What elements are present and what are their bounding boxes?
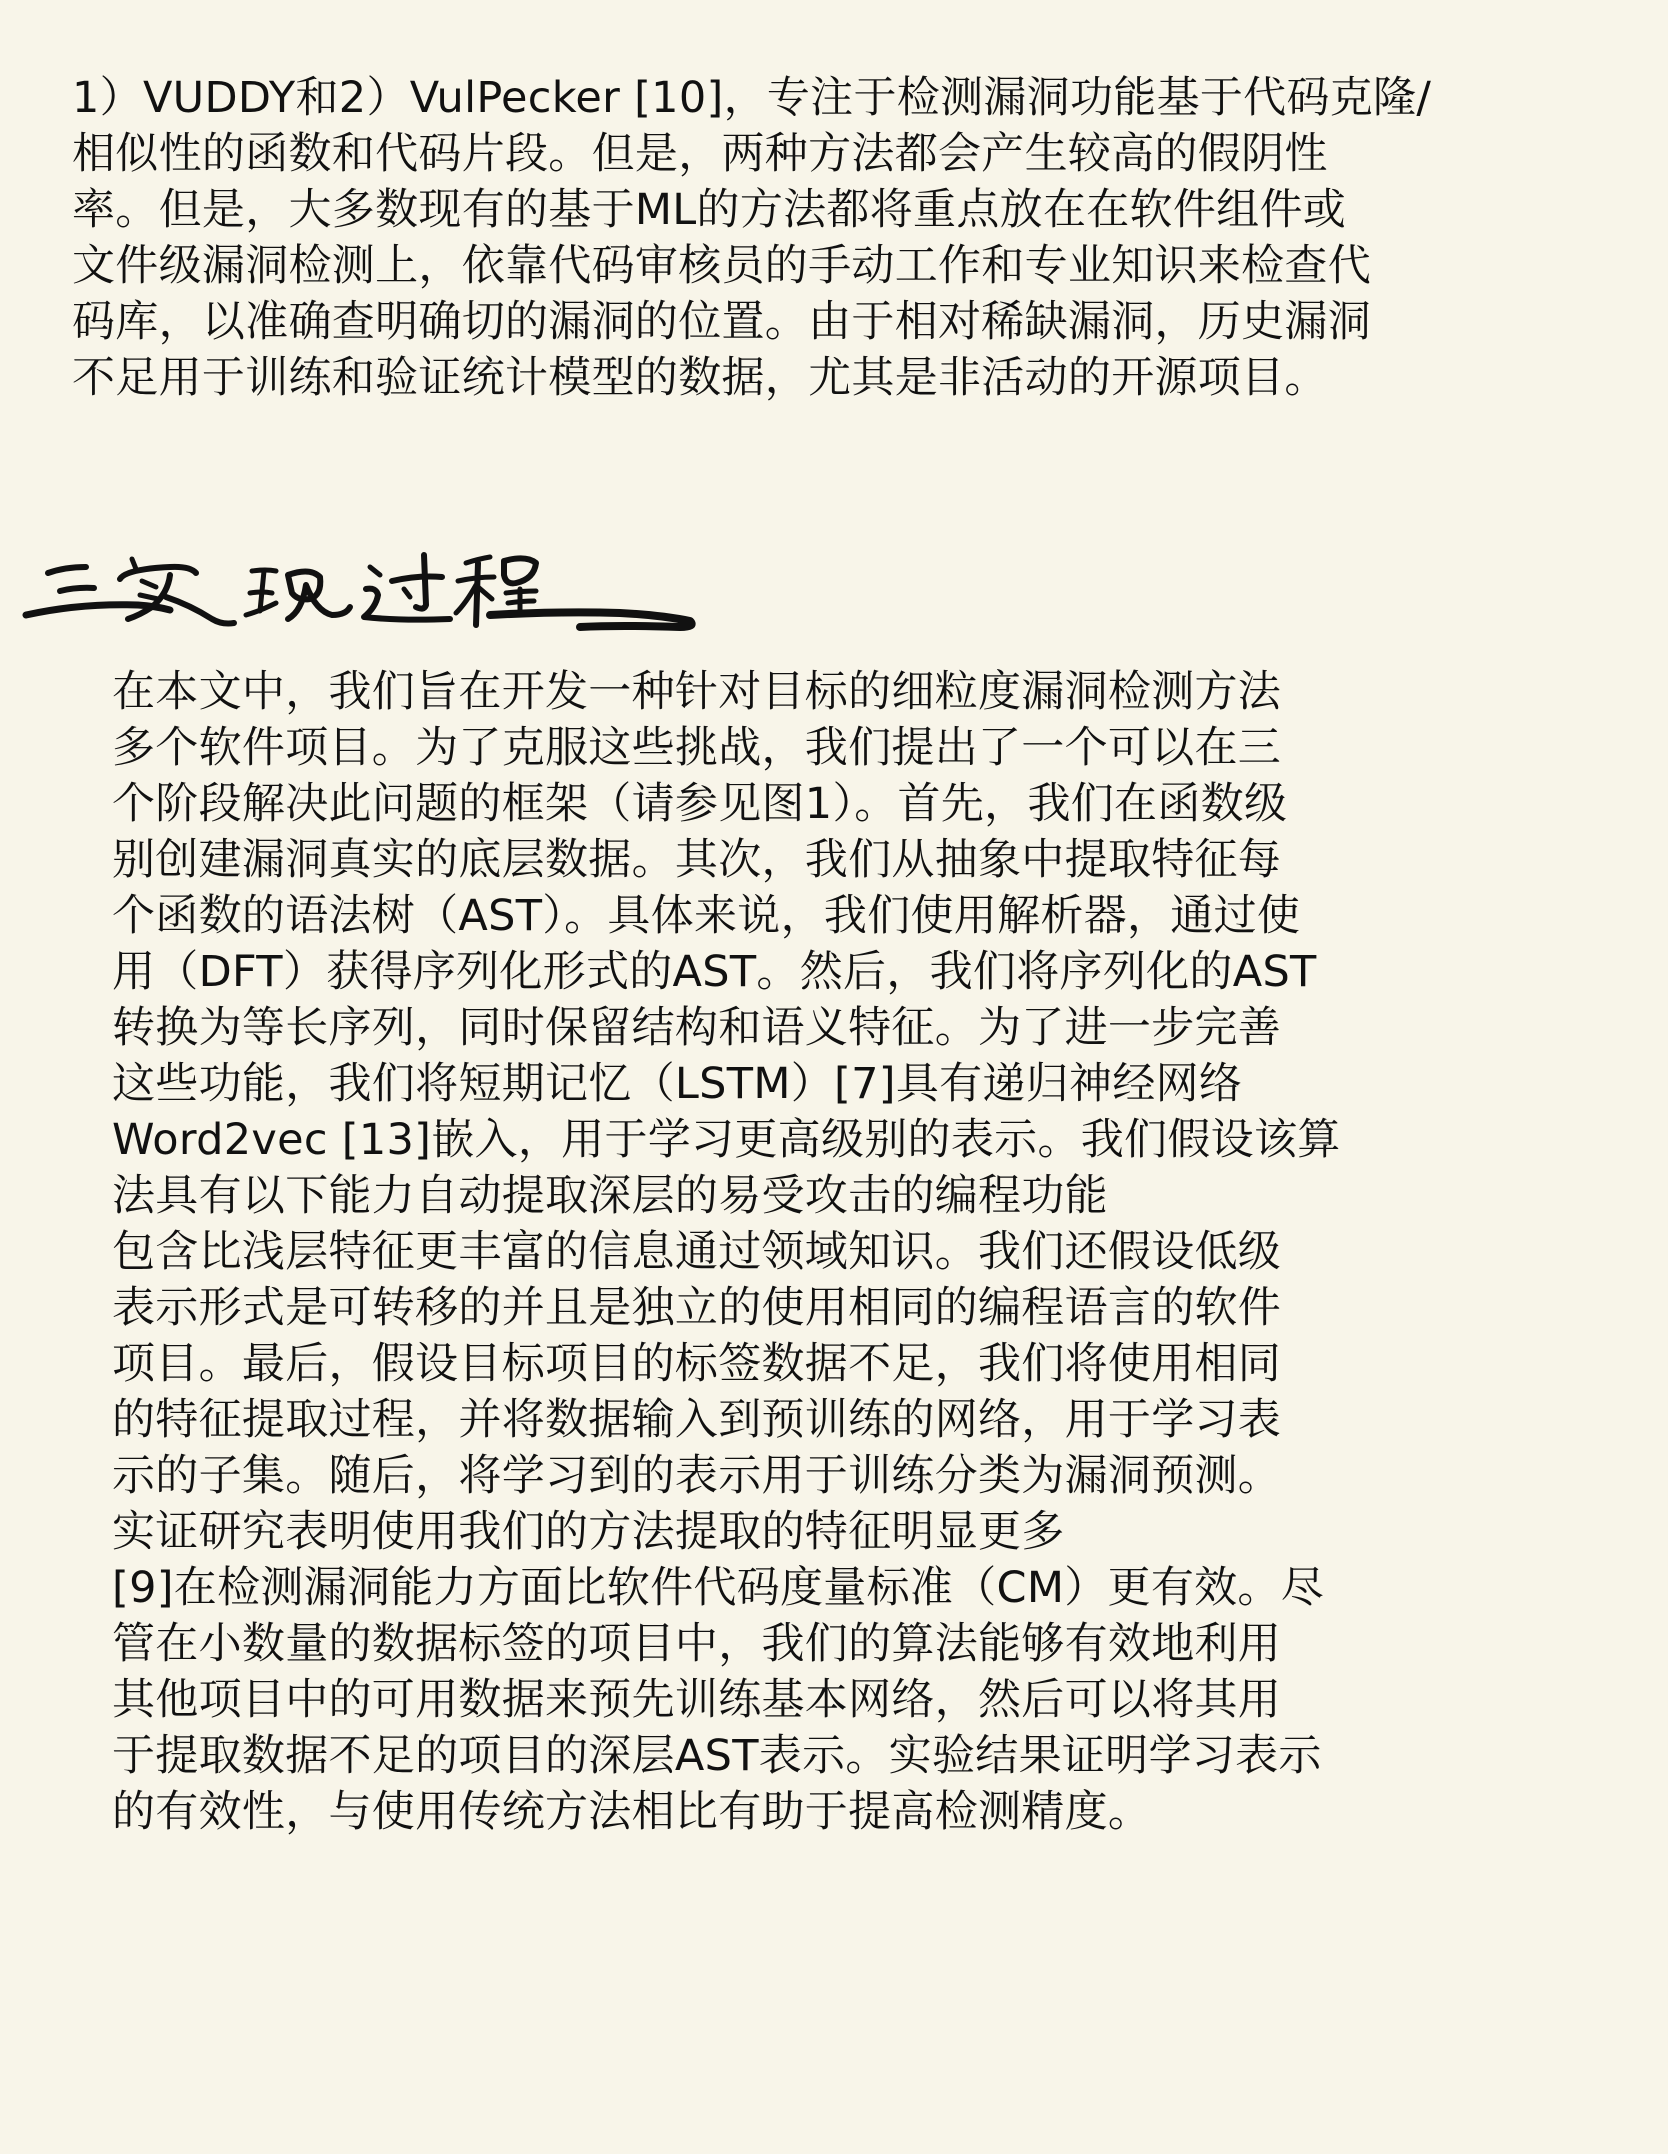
body-line: Word2vec [13]嵌入，用于学习更高级别的表示。我们假设该算 (112, 1115, 1341, 1165)
body-paragraph (112, 664, 1341, 1840)
body-line: 个函数的语法树（AST）。具体来说，我们使用解析器，通过使 (112, 891, 1301, 941)
intro-paragraph (72, 70, 1431, 406)
intro-line: 相似性的函数和代码片段。但是，两种方法都会产生较高的假阴性 (72, 129, 1328, 179)
body-line: 的特征提取过程，并将数据输入到预训练的网络，用于学习表 (112, 1395, 1282, 1445)
body-line: 别创建漏洞真实的底层数据。其次，我们从抽象中提取特征每 (112, 835, 1282, 885)
body-line: 包含比浅层特征更丰富的信息通过领域知识。我们还假设低级 (112, 1227, 1282, 1277)
body-line: 管在小数量的数据标签的项目中，我们的算法能够有效地利用 (112, 1619, 1282, 1669)
body-line: 于提取数据不足的项目的深层AST表示。实验结果证明学习表示 (112, 1731, 1322, 1781)
body-line: 这些功能，我们将短期记忆（LSTM）[7]具有递归神经网络 (112, 1059, 1243, 1109)
body-line: 个阶段解决此问题的框架（请参见图1）。首先，我们在函数级 (112, 779, 1288, 829)
body-line: 法具有以下能力自动提取深层的易受攻击的编程功能 (112, 1171, 1108, 1221)
handwritten-heading-drawing (20, 515, 700, 635)
handwritten-section-heading (20, 515, 700, 635)
body-line: 表示形式是可转移的并且是独立的使用相同的编程语言的软件 (112, 1283, 1282, 1333)
body-line: 多个软件项目。为了克服这些挑战，我们提出了一个可以在三 (112, 723, 1282, 773)
intro-line: 码库，以准确查明确切的漏洞的位置。由于相对稀缺漏洞，历史漏洞 (72, 297, 1371, 347)
body-line: 转换为等长序列，同时保留结构和语义特征。为了进一步完善 (112, 1003, 1282, 1053)
body-line: [9]在检测漏洞能力方面比软件代码度量标准（CM）更有效。尽 (112, 1563, 1325, 1613)
body-line: 示的子集。随后，将学习到的表示用于训练分类为漏洞预测。 (112, 1451, 1282, 1501)
body-line: 用（DFT）获得序列化形式的AST。然后，我们将序列化的AST (112, 947, 1317, 997)
body-line: 在本文中，我们旨在开发一种针对目标的细粒度漏洞检测方法 (112, 667, 1282, 717)
body-line: 实证研究表明使用我们的方法提取的特征明显更多 (112, 1507, 1065, 1557)
body-line: 项目。最后，假设目标项目的标签数据不足，我们将使用相同 (112, 1339, 1282, 1389)
intro-line: 率。但是，大多数现有的基于ML的方法都将重点放在在软件组件或 (72, 185, 1347, 235)
intro-line: 文件级漏洞检测上，依靠代码审核员的手动工作和专业知识来检查代 (72, 241, 1371, 291)
body-line: 的有效性，与使用传统方法相比有助于提高检测精度。 (112, 1787, 1152, 1837)
intro-line: 不足用于训练和验证统计模型的数据，尤其是非活动的开源项目。 (72, 353, 1328, 403)
intro-line: 1）VUDDY和2）VulPecker [10]，专注于检测漏洞功能基于代码克隆/ (72, 73, 1432, 123)
body-line: 其他项目中的可用数据来预先训练基本网络，然后可以将其用 (112, 1675, 1282, 1725)
